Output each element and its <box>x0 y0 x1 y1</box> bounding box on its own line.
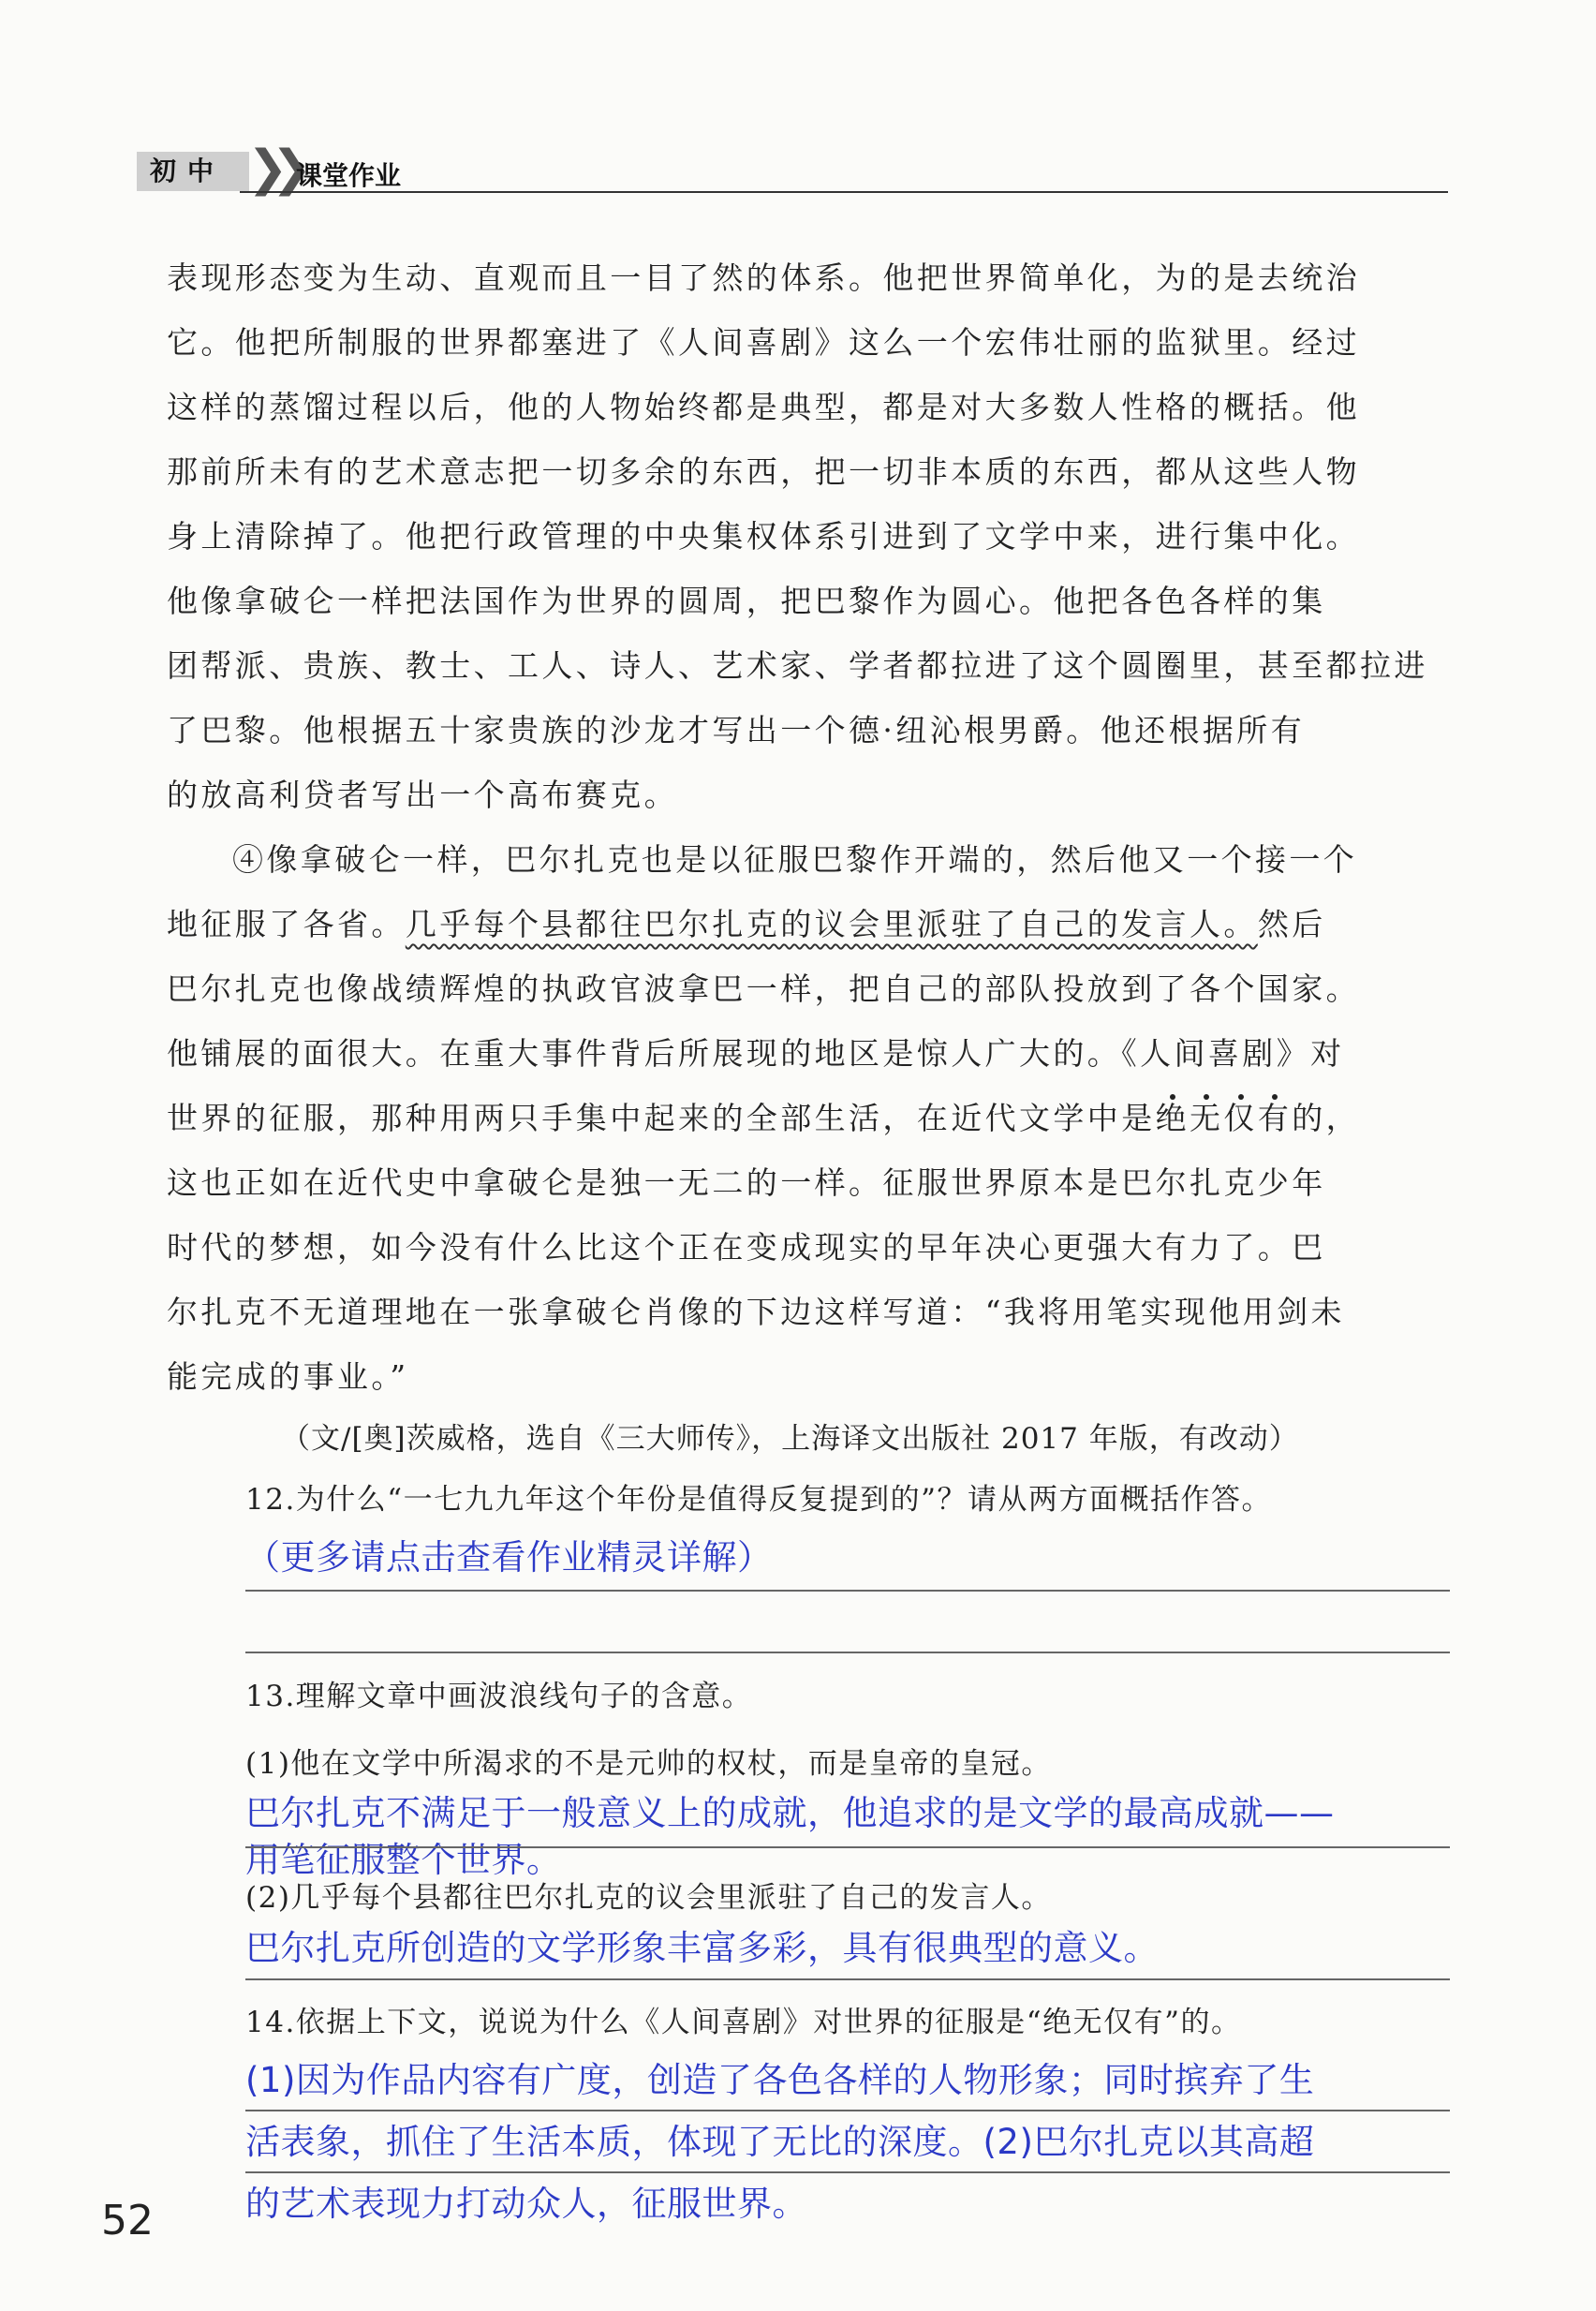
question-13-sub1: (1)他在文学中所渴求的不是元帅的权杖，而是皇帝的皇冠。 <box>245 1747 1052 1781</box>
text-line: 这也正如在近代史中拿破仑是独一无二的一样。征服世界原本是巴尔扎克少年 <box>167 1164 1326 1201</box>
text-line: ④像拿破仑一样，巴尔扎克也是以征服巴黎作开端的，然后他又一个接一个 <box>232 841 1358 878</box>
question-12: 12.为什么“一七九九年这个年份是值得反复提到的”？请从两方面概括作答。 <box>245 1483 1272 1517</box>
wavy-underlined-sentence: 几乎每个县都往巴尔扎克的议会里派驻了自己的发言人。 <box>405 906 1258 942</box>
text-line: 这样的蒸馏过程以后，他的人物始终都是典型，都是对大多数人性格的概括。他 <box>167 389 1360 425</box>
question-13-sub2: (2)几乎每个县都往巴尔扎克的议会里派驻了自己的发言人。 <box>245 1881 1052 1915</box>
page-number: 52 <box>101 2197 154 2244</box>
text-fragment: 然后 <box>1257 906 1326 942</box>
answer-line <box>245 1846 1450 1848</box>
text-line: 它。他把所制服的世界都塞进了《人间喜剧》这么一个宏伟壮丽的监狱里。经过 <box>167 324 1360 361</box>
text-line: 他铺展的面很大。在重大事件背后所展现的地区是惊人广大的。《人间喜剧》对 <box>167 1035 1345 1072</box>
emphasis-dotted-char: 无 <box>1190 1100 1224 1136</box>
answer-line <box>245 1652 1450 1653</box>
text-line: 巴尔扎克也像战绩辉煌的执政官波拿巴一样，把自己的部队投放到了各个国家。 <box>167 970 1360 1007</box>
text-line: 的放高利贷者写出一个高布赛克。 <box>167 777 678 813</box>
question-13: 13.理解文章中画波浪线句子的含意。 <box>245 1680 753 1713</box>
text-line: 尔扎克不无道理地在一张拿破仑肖像的下边这样写道：“我将用笔实现他用剑未 <box>167 1294 1345 1330</box>
emphasis-dotted-char: 仅 <box>1223 1100 1258 1136</box>
answer-line <box>245 1590 1450 1592</box>
text-line: 能完成的事业。” <box>167 1358 409 1395</box>
level-tag: 初中 <box>137 152 249 191</box>
text-line: 时代的梦想，如今没有什么比这个正在变成现实的早年决心更强大有力了。巴 <box>167 1229 1326 1266</box>
text-line: 了巴黎。他根据五十家贵族的沙龙才写出一个德·纽沁根男爵。他还根据所有 <box>167 712 1306 748</box>
passage-part2 <box>167 827 1448 1409</box>
answer-line <box>245 2110 1450 2111</box>
text-line: 表现形态变为生动、直观而且一目了然的体系。他把世界简单化，为的是去统治 <box>167 259 1360 296</box>
text-line: 团帮派、贵族、教士、工人、诗人、艺术家、学者都拉进了这个圆圈里，甚至都拉进 <box>167 647 1428 684</box>
answer-13-2: 巴尔扎克所创造的文学形象丰富多彩，具有很典型的意义。 <box>245 1928 1159 1968</box>
page-header <box>137 141 1448 197</box>
question-14: 14.依据上下文，说说为什么《人间喜剧》对世界的征服是“绝无仅有”的。 <box>245 2006 1242 2039</box>
header-title: 课堂作业 <box>296 160 402 191</box>
answer-14-line2: 活表象，抓住了生活本质，体现了无比的深度。(2)巴尔扎克以其高超 <box>245 2122 1315 2162</box>
answer-line <box>245 2171 1450 2173</box>
answer-13-1-line2: 用笔征服整个世界。 <box>245 1840 562 1880</box>
answer-13-1-line1: 巴尔扎克不满足于一般意义上的成就，他追求的是文学的最高成就—— <box>245 1793 1335 1833</box>
emphasis-dotted-char: 有 <box>1257 1100 1293 1136</box>
text-fragment: 地征服了各省。 <box>167 906 406 942</box>
text-fragment: 的， <box>1292 1100 1361 1136</box>
answer-line <box>245 1978 1450 1980</box>
emphasis-dotted-char: 绝 <box>1155 1100 1190 1136</box>
source-citation: （文/[奥]茨威格，选自《三大师传》，上海译文出版社 2017 年版，有改动） <box>281 1422 1299 1456</box>
text-line: 他像拿破仑一样把法国作为世界的圆周，把巴黎作为圆心。他把各色各样的集 <box>167 583 1326 619</box>
header-rule <box>240 191 1448 193</box>
text-line <box>167 1086 1448 1150</box>
double-chevron-icon: ❯❯ <box>247 141 296 197</box>
answer-12-link[interactable]: （更多请点击查看作业精灵详解） <box>245 1537 773 1578</box>
text-line <box>167 892 1448 956</box>
text-line: 那前所未有的艺术意志把一切多余的东西，把一切非本质的东西，都从这些人物 <box>167 453 1360 490</box>
passage-part1 <box>167 245 1448 827</box>
answer-14-line1: (1)因为作品内容有广度，创造了各色各样的人物形象；同时摈弃了生 <box>245 2060 1315 2100</box>
text-line: 身上清除掉了。他把行政管理的中央集权体系引进到了文学中来，进行集中化。 <box>167 518 1360 555</box>
answer-14-line3: 的艺术表现力打动众人，征服世界。 <box>245 2184 807 2224</box>
text-fragment: 世界的征服，那种用两只手集中起来的全部生活，在近代文学中是 <box>167 1100 1156 1136</box>
